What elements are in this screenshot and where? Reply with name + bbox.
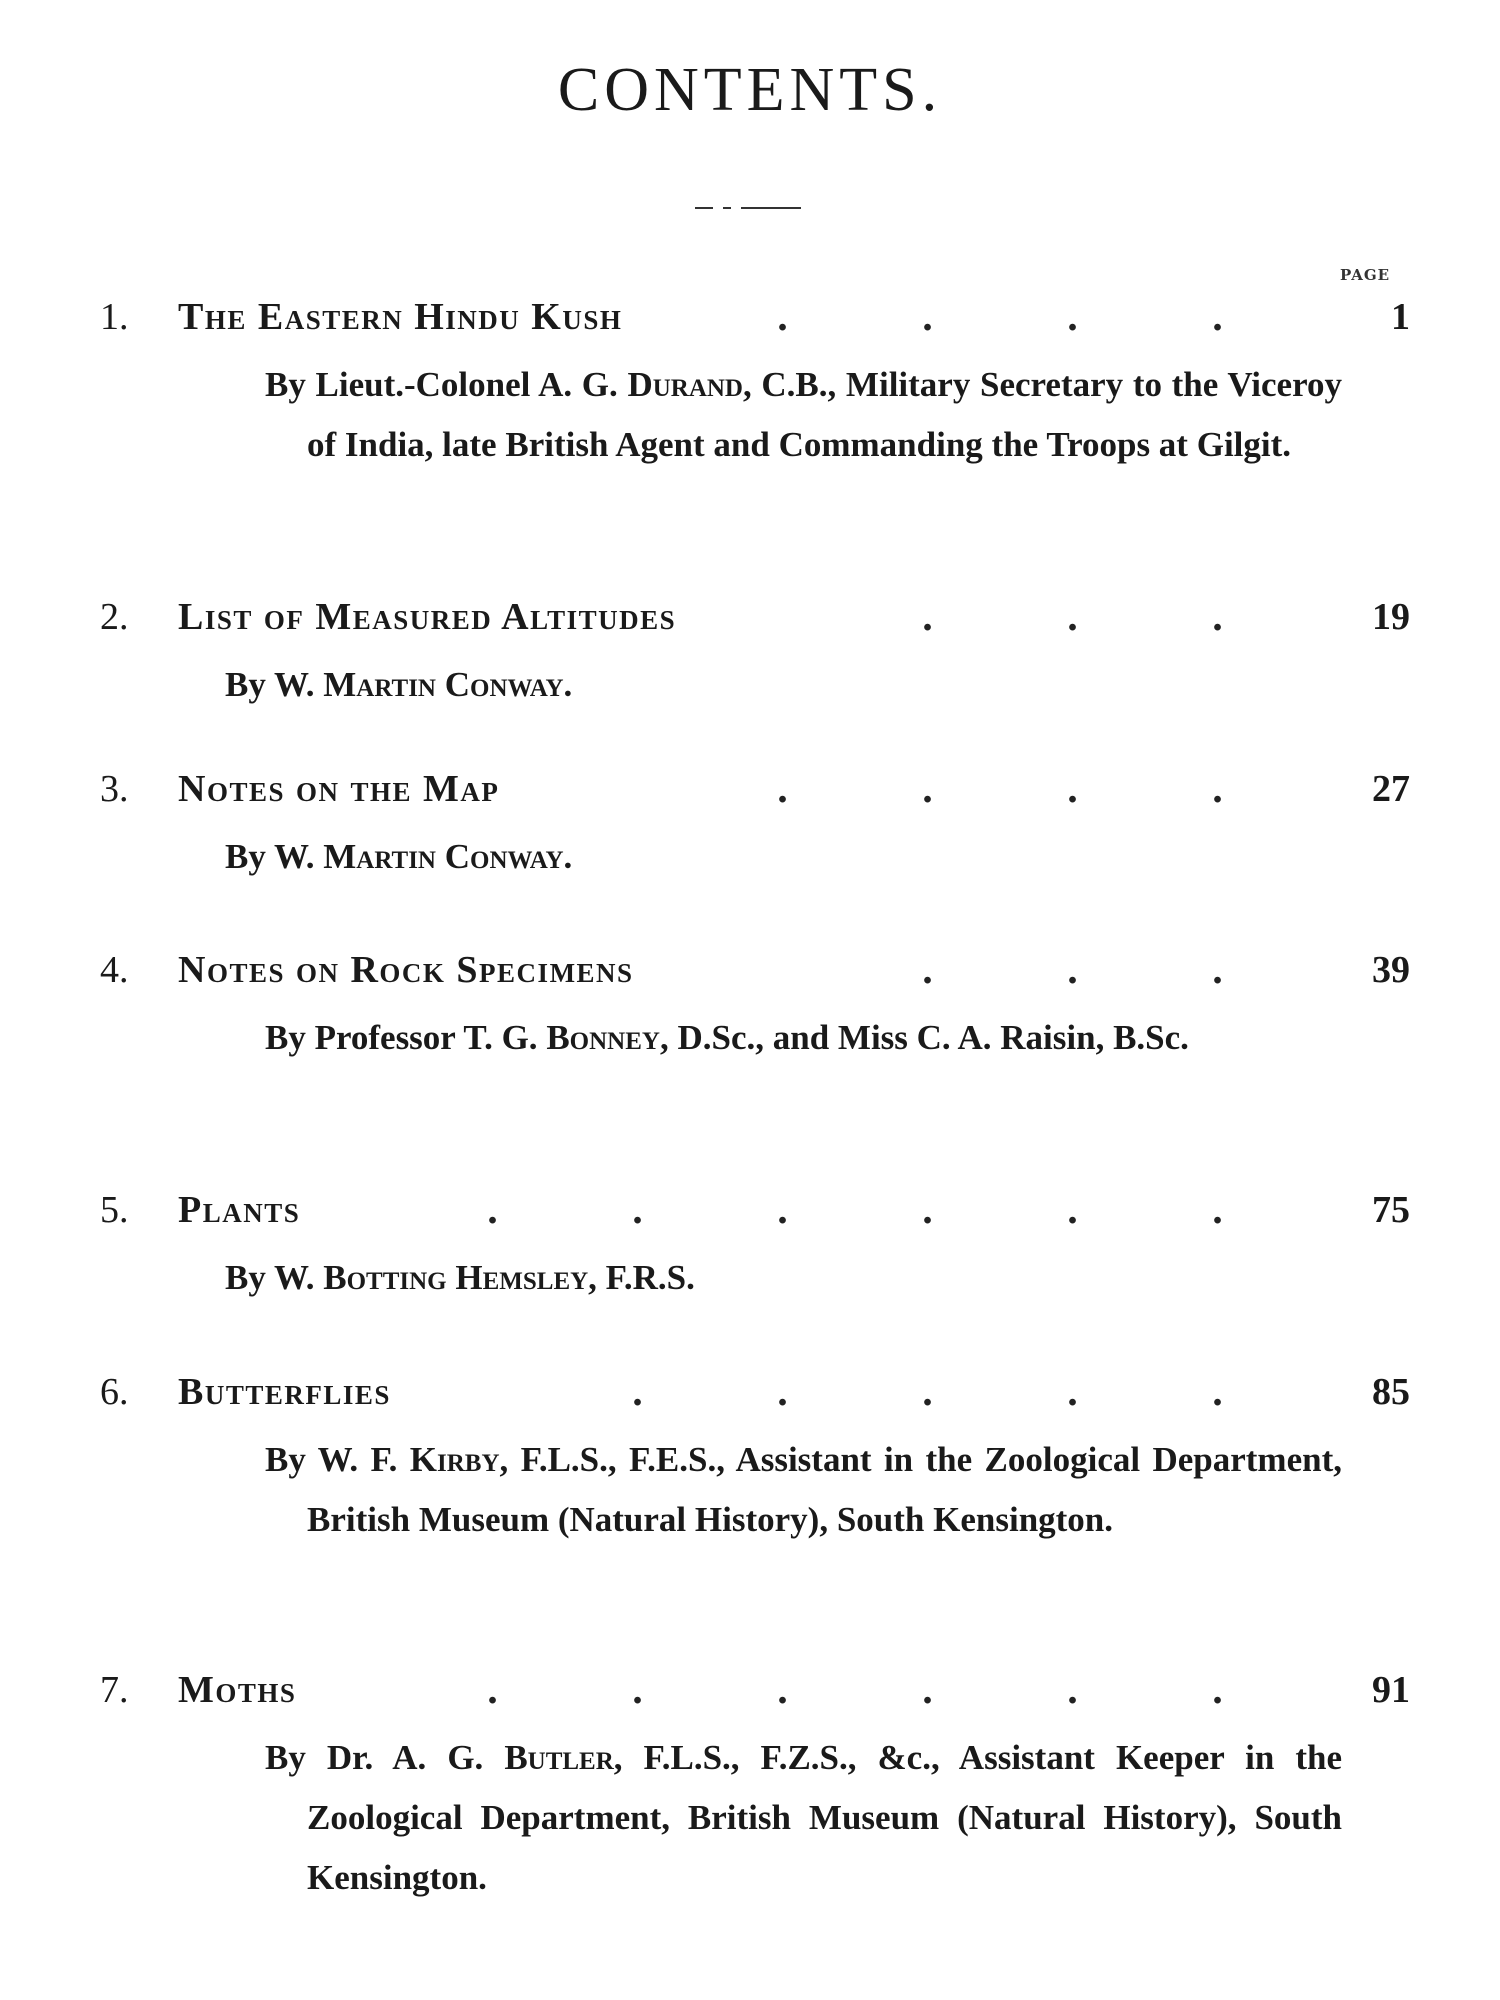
- entry-title[interactable]: Notes on Rock Specimens: [178, 949, 634, 991]
- entry-byline: By Professor T. G. Bonney, D.Sc., and Miss C. A. Raisin, B.Sc.: [265, 1018, 1189, 1057]
- entry-byline: By Dr. A. G. Butler, F.L.S., F.Z.S., &c., Assistant Keeper in the Zoological Department, British Museum (Natural History), South Kensington.: [265, 1738, 1343, 1897]
- dot-leaders: . . .: [921, 597, 1224, 639]
- entry-number: 2.: [100, 596, 129, 638]
- entry-page-number[interactable]: 85: [1372, 1371, 1410, 1413]
- dot-leaders: . . . . . .: [486, 1190, 1224, 1232]
- page-title: CONTENTS.: [557, 56, 943, 124]
- entry-page-number[interactable]: 39: [1372, 949, 1410, 991]
- entry-byline: By W. Martin Conway.: [225, 665, 573, 704]
- entry-page-number[interactable]: 19: [1372, 596, 1410, 638]
- entry-title[interactable]: Butterflies: [178, 1371, 391, 1413]
- toc-entry-4[interactable]: [0, 948, 1500, 1068]
- toc-entry-6[interactable]: [0, 1370, 1500, 1550]
- entry-title[interactable]: List of Measured Altitudes: [178, 596, 677, 638]
- entry-number: 4.: [100, 949, 129, 991]
- entry-byline: By Lieut.-Colonel A. G. Durand, C.B., Military Secretary to the Viceroy of India, late British Agent and Commanding the Troops at Gilgit.: [265, 365, 1342, 464]
- dot-leaders: . . . .: [776, 769, 1224, 811]
- entry-number: 5.: [100, 1189, 129, 1231]
- entry-number: 1.: [100, 296, 129, 338]
- entry-title[interactable]: Notes on the Map: [178, 768, 500, 810]
- toc-entry-2[interactable]: [0, 595, 1500, 715]
- dot-leaders: . . . .: [776, 297, 1224, 339]
- entry-page-number[interactable]: 91: [1372, 1669, 1410, 1711]
- entry-byline: By W. Martin Conway.: [225, 837, 573, 876]
- title-ornament-rule: [695, 205, 815, 211]
- entry-byline: By W. Botting Hemsley, F.R.S.: [225, 1258, 695, 1297]
- entry-title[interactable]: The Eastern Hindu Kush: [178, 296, 623, 338]
- dot-leaders: . . .: [921, 950, 1224, 992]
- entry-page-number[interactable]: 27: [1372, 768, 1410, 810]
- dot-leaders: . . . . . .: [486, 1670, 1224, 1712]
- entry-page-number[interactable]: 75: [1372, 1189, 1410, 1231]
- entry-byline: By W. F. Kirby, F.L.S., F.E.S., Assistant in the Zoological Department, British Museum (Natural History), South Kensington.: [265, 1440, 1342, 1539]
- entry-title[interactable]: Plants: [178, 1189, 301, 1231]
- toc-entry-1[interactable]: [0, 295, 1500, 475]
- entry-number: 3.: [100, 768, 129, 810]
- toc-entry-5[interactable]: [0, 1188, 1500, 1308]
- entry-title[interactable]: Moths: [178, 1669, 297, 1711]
- toc-entry-3[interactable]: [0, 767, 1500, 887]
- dot-leaders: . . . . .: [631, 1372, 1224, 1414]
- page-column-label: PAGE: [1340, 266, 1391, 284]
- entry-page-number[interactable]: 1: [1391, 296, 1410, 338]
- toc-entry-7[interactable]: [0, 1668, 1500, 1908]
- entry-number: 7.: [100, 1669, 129, 1711]
- entry-number: 6.: [100, 1371, 129, 1413]
